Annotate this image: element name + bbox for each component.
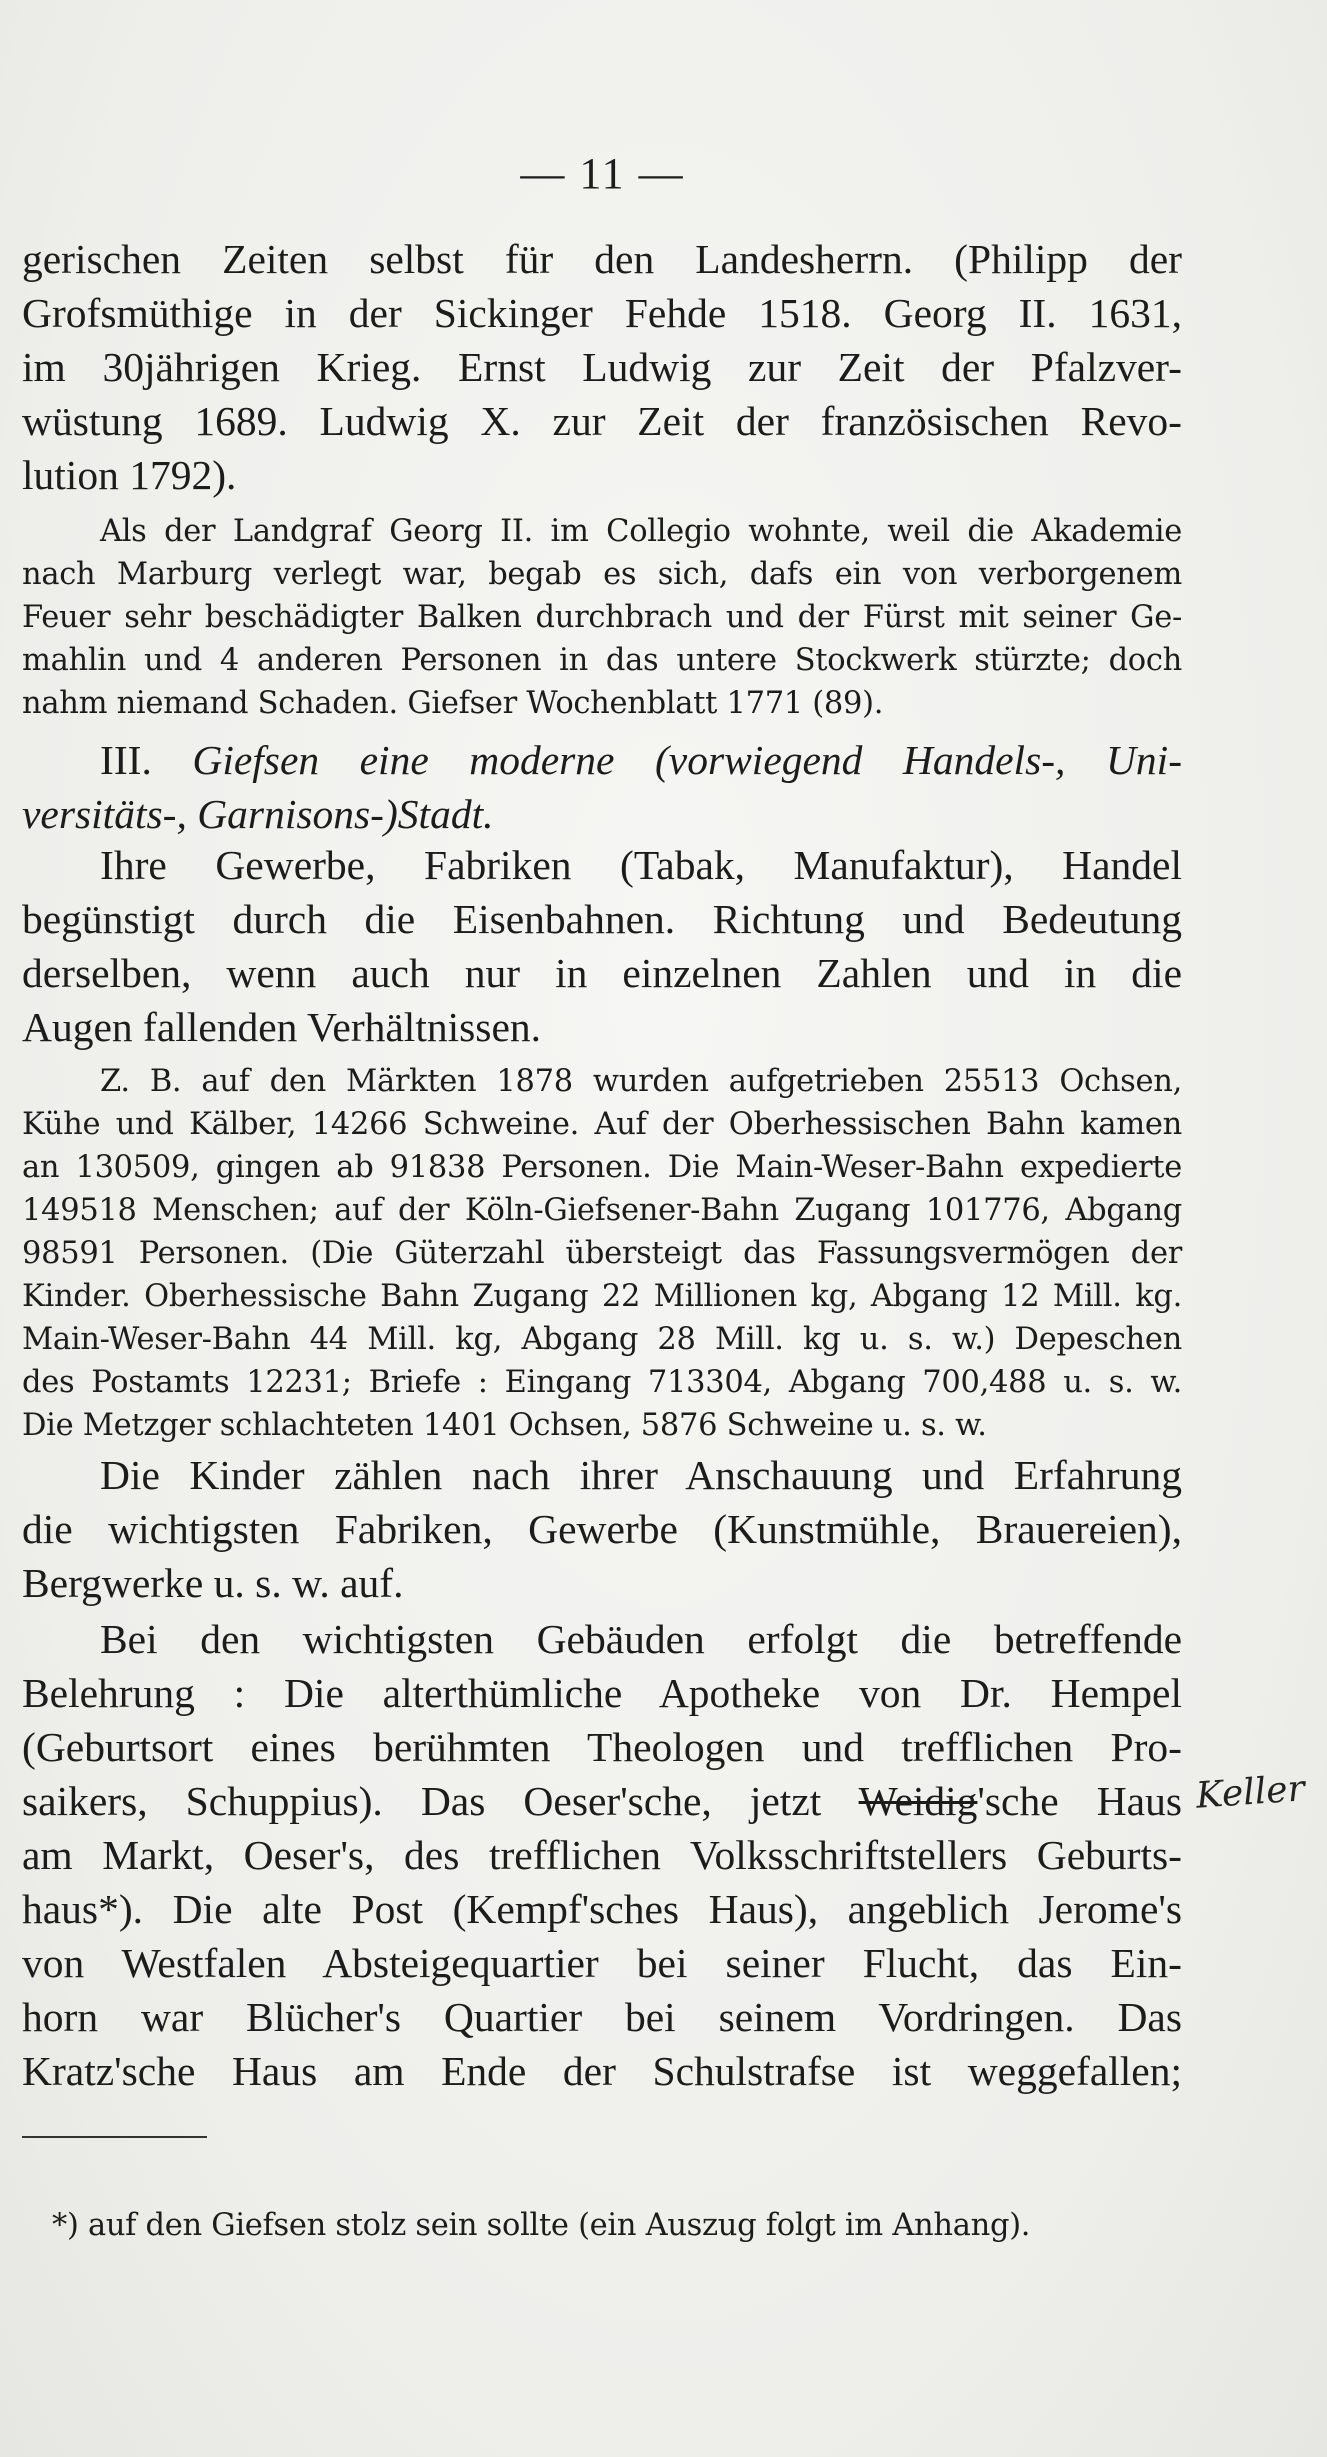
- paragraph-2-note: [22, 510, 1182, 725]
- text-line: Augen fallenden Verhältnissen.: [22, 1004, 541, 1050]
- text-line: von Westfalen Absteigequartier bei seiner Flucht, das Ein-: [22, 1940, 1182, 1986]
- text-line: Als der Landgraf Georg II. im Collegio wohnte, weil die Akademie: [100, 514, 1182, 549]
- text-line: Feuer sehr beschädigter Balken durchbrach und der Fürst mit seiner Ge-: [22, 600, 1182, 635]
- text-line: Belehrung : Die alterthümliche Apotheke von Dr. Hempel: [22, 1670, 1182, 1716]
- paragraph-4-statistics: [22, 1060, 1182, 1447]
- heading-line: [22, 733, 1182, 787]
- text-line: Die Kinder zählen nach ihrer Anschauung und Erfahrung: [100, 1452, 1182, 1498]
- text-line: Ihre Gewerbe, Fabriken (Tabak, Manufaktur), Handel: [100, 842, 1182, 888]
- paragraph-5: [22, 1448, 1182, 1610]
- text-line: gerischen Zeiten selbst für den Landesherrn. (Philipp der: [22, 236, 1182, 282]
- text-line: mahlin und 4 anderen Personen in das untere Stockwerk stürzte; doch: [22, 643, 1182, 678]
- paragraph-1: [22, 232, 1182, 502]
- text-line: [22, 1774, 1182, 1828]
- handwritten-margin-note: Keller: [1194, 1768, 1307, 1817]
- text-line: begünstigt durch die Eisenbahnen. Richtung und Bedeutung: [22, 896, 1182, 942]
- text-fragment: saikers, Schuppius). Das Oeser'sche, jetzt: [22, 1778, 822, 1824]
- paragraph-6: [22, 1612, 1182, 2098]
- text-line: 149518 Menschen; auf der Köln-Giefsener-Bahn Zugang 101776, Abgang: [22, 1193, 1182, 1228]
- text-line: des Postamts 12231; Briefe : Eingang 713304, Abgang 700,488 u. s. w.: [22, 1365, 1182, 1400]
- section-heading: [22, 733, 1182, 841]
- text-line: wüstung 1689. Ludwig X. zur Zeit der französischen Revo-: [22, 398, 1182, 444]
- text-line: Kühe und Kälber, 14266 Schweine. Auf der Oberhessischen Bahn kamen: [22, 1107, 1182, 1142]
- text-line: haus*). Die alte Post (Kempf'sches Haus), angeblich Jerome's: [22, 1886, 1182, 1932]
- text-line: Grofsmüthige in der Sickinger Fehde 1518. Georg II. 1631,: [22, 290, 1182, 336]
- text-line: (Geburtsort eines berühmten Theologen und trefflichen Pro-: [22, 1724, 1182, 1770]
- text-line: Bergwerke u. s. w. auf.: [22, 1560, 404, 1606]
- text-line: 98591 Personen. (Die Güterzahl übersteigt das Fassungsvermögen der: [22, 1236, 1182, 1271]
- text-line: im 30jährigen Krieg. Ernst Ludwig zur Zeit der Pfalzver-: [22, 344, 1182, 390]
- text-fragment: 'sche Haus: [977, 1778, 1182, 1824]
- text-line: nahm niemand Schaden. Giefser Wochenblatt 1771 (89).: [22, 686, 884, 721]
- footnote-divider: [22, 2136, 207, 2138]
- text-line: Bei den wichtigsten Gebäuden erfolgt die betreffende: [100, 1616, 1182, 1662]
- heading-title: versitäts-, Garnisons-)Stadt.: [22, 791, 494, 837]
- text-line: Kratz'sche Haus am Ende der Schulstrafse ist weggefallen;: [22, 2048, 1182, 2094]
- text-line: lution 1792).: [22, 452, 237, 498]
- footnote: *) auf den Giefsen stolz sein sollte (ein Auszug folgt im Anhang).: [52, 2208, 1031, 2243]
- text-line: am Markt, Oeser's, des trefflichen Volksschriftstellers Geburts-: [22, 1832, 1182, 1878]
- text-line: horn war Blücher's Quartier bei seinem Vordringen. Das: [22, 1994, 1182, 2040]
- text-line: Z. B. auf den Märkten 1878 wurden aufgetrieben 25513 Ochsen,: [100, 1064, 1182, 1099]
- paragraph-3: [22, 838, 1182, 1054]
- text-line: an 130509, gingen ab 91838 Personen. Die Main-Weser-Bahn expedierte: [22, 1150, 1182, 1185]
- heading-title: Giefsen eine moderne (vorwiegend Handels-, Uni-: [192, 737, 1183, 783]
- struck-word: Weidig: [858, 1778, 978, 1824]
- text-line: Die Metzger schlachteten 1401 Ochsen, 5876 Schweine u. s. w.: [22, 1408, 987, 1443]
- text-line: nach Marburg verlegt war, begab es sich, dafs ein von verborgenem: [22, 557, 1182, 592]
- text-line: die wichtigsten Fabriken, Gewerbe (Kunstmühle, Brauereien),: [22, 1506, 1182, 1552]
- text-line: derselben, wenn auch nur in einzelnen Zahlen und in die: [22, 950, 1182, 996]
- text-line: Kinder. Oberhessische Bahn Zugang 22 Millionen kg, Abgang 12 Mill. kg.: [22, 1279, 1182, 1314]
- page-number: — 11 —: [520, 149, 685, 198]
- heading-line: [22, 787, 1182, 841]
- section-numeral: III.: [100, 737, 152, 783]
- text-line: Main-Weser-Bahn 44 Mill. kg, Abgang 28 Mill. kg u. s. w.) Depeschen: [22, 1322, 1182, 1357]
